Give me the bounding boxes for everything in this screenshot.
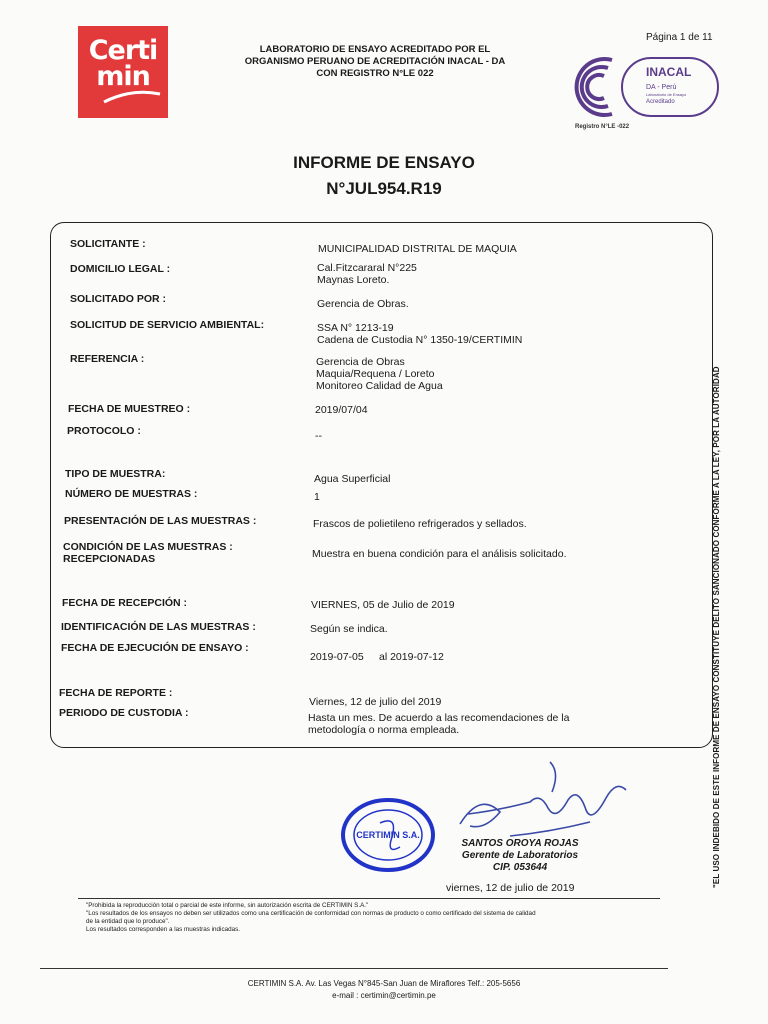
- label-fecha-recepcion: FECHA DE RECEPCIÓN :: [62, 597, 188, 609]
- note-line: "Prohibida la reproducción total o parcial de este informe, sin autorización escrita de CERTIMIN S.A.": [86, 902, 369, 909]
- label-fecha-muestreo: FECHA DE MUESTREO :: [68, 403, 191, 415]
- label-condicion: [63, 541, 233, 565]
- value-condicion: Muestra en buena condición para el análisis solicitado.: [312, 548, 567, 560]
- notes-top-divider: [78, 898, 660, 899]
- value-periodo-custodia-line-1: Hasta un mes. De acuerdo a las recomendaciones de la: [308, 712, 570, 724]
- certimin-logo: [78, 26, 168, 118]
- note-line: "Los resultados de los ensayos no deben ser utilizados como una certificación de conformidad con normas de producto o como certificado del sistema de calidad: [86, 910, 536, 917]
- value-fecha-recepcion: VIERNES, 05 de Julio de 2019: [311, 599, 455, 611]
- value-periodo-custodia-line-2: metodología o norma empleada.: [308, 724, 460, 736]
- value-presentacion: Frascos de polietileno refrigerados y sellados.: [313, 518, 527, 530]
- label-identificacion: IDENTIFICACIÓN DE LAS MUESTRAS :: [61, 621, 256, 633]
- footer: [0, 978, 768, 1002]
- label-solicitado-por: SOLICITADO POR :: [70, 293, 167, 305]
- value-solicitado-por: Gerencia de Obras.: [317, 298, 409, 310]
- value-domicilio: [317, 262, 417, 286]
- note-line: de la entidad que lo produce".: [86, 918, 170, 925]
- label-fecha-reporte: FECHA DE REPORTE :: [59, 687, 173, 699]
- value-fecha-reporte: Viernes, 12 de julio del 2019: [309, 696, 442, 708]
- signer-name: SANTOS OROYA ROJAS: [461, 838, 579, 849]
- footer-divider: [40, 968, 668, 969]
- footer-address: CERTIMIN S.A. Av. Las Vegas N°845-San Juan de Miraflores Telf.: 205-5656: [247, 979, 521, 988]
- inacal-tiny: Laboratorio de Ensayo: [646, 92, 687, 97]
- label-protocolo: PROTOCOLO :: [67, 425, 141, 437]
- inacal-sub: DA - Perú: [646, 84, 677, 91]
- stamp-text: CERTIMIN S.A.: [356, 830, 420, 840]
- label-tipo-muestra: TIPO DE MUESTRA:: [65, 468, 166, 480]
- label-fecha-ejecucion: FECHA DE EJECUCIÓN DE ENSAYO :: [61, 642, 249, 654]
- value-referencia-line-2: Maquia/Requena / Loreto: [316, 368, 435, 380]
- inacal-logo: [550, 52, 725, 122]
- value-fecha-muestreo: 2019/07/04: [315, 404, 368, 416]
- label-solicitud: SOLICITUD DE SERVICIO AMBIENTAL:: [70, 319, 265, 331]
- value-solicitud-line-2: Cadena de Custodia N° 1350-19/CERTIMIN: [317, 334, 523, 346]
- inacal-registro: Registro N°LE -022: [575, 124, 630, 130]
- footer-email: e-mail : certimin@certimin.pe: [332, 991, 436, 1000]
- lab-accreditation-header: [210, 44, 540, 80]
- logo-swoosh-icon: [102, 90, 162, 104]
- report-title-line-1: INFORME DE ENSAYO: [293, 153, 475, 172]
- value-numero-muestras: 1: [314, 491, 320, 503]
- value-fecha-ejecucion-to: al 2019-07-12: [379, 651, 444, 663]
- logo-line-1: Certi: [88, 35, 158, 66]
- value-domicilio-line-2: Maynas Loreto.: [317, 274, 390, 286]
- lab-line: CON REGISTRO N°LE 022: [316, 68, 434, 79]
- label-solicitante: SOLICITANTE :: [70, 238, 146, 250]
- value-tipo-muestra: Agua Superficial: [314, 473, 391, 485]
- value-periodo-custodia: [308, 712, 569, 736]
- lab-line: ORGANISMO PERUANO DE ACREDITACIÓN INACAL - DA: [244, 56, 506, 67]
- value-solicitud-line-1: SSA N° 1213-19: [317, 322, 394, 334]
- label-condicion-line-2: RECEPCIONADAS: [63, 553, 156, 565]
- report-title: [0, 150, 768, 202]
- inacal-name: INACAL: [646, 65, 692, 79]
- signer-role: Gerente de Laboratorios: [461, 850, 579, 861]
- value-fecha-ejecucion-from: 2019-07-05: [310, 651, 364, 663]
- value-solicitud: [317, 322, 522, 346]
- label-domicilio: DOMICILIO LEGAL :: [70, 263, 171, 275]
- label-periodo-custodia: PERIODO DE CUSTODIA :: [59, 707, 189, 719]
- value-protocolo: --: [315, 430, 322, 442]
- inacal-acred: Acreditado: [646, 99, 675, 105]
- legal-notes: [86, 902, 656, 934]
- value-domicilio-line-1: Cal.Fitzcararal N°225: [317, 262, 417, 274]
- value-referencia: [316, 356, 443, 392]
- value-identificacion: Según se indica.: [310, 623, 388, 635]
- value-referencia-line-3: Monitoreo Calidad de Agua: [316, 380, 443, 392]
- label-numero-muestras: NÚMERO DE MUESTRAS :: [65, 488, 198, 500]
- label-referencia: REFERENCIA :: [70, 353, 145, 365]
- value-referencia-line-1: Gerencia de Obras: [316, 356, 405, 368]
- report-number: N°JUL954.R19: [326, 179, 442, 198]
- lab-line: LABORATORIO DE ENSAYO ACREDITADO POR EL: [259, 44, 491, 55]
- signer-block: [450, 838, 590, 874]
- page-number: Página 1 de 11: [646, 32, 713, 43]
- logo-line-2: min: [96, 61, 150, 92]
- label-presentacion: PRESENTACIÓN DE LAS MUESTRAS :: [64, 515, 257, 527]
- legal-side-note: "EL USO INDEBIDO DE ESTE INFORME DE ENSAYO CONSTITUYE DELITO SANCIONADO CONFORME A LA LEY, POR LA AUTORIDAD: [712, 366, 721, 888]
- handwritten-signature: [440, 752, 630, 852]
- signature-date: viernes, 12 de julio de 2019: [446, 882, 575, 894]
- company-stamp: [340, 797, 436, 873]
- label-condicion-line-1: CONDICIÓN DE LAS MUESTRAS :: [63, 541, 233, 553]
- note-line: Los resultados corresponden a las muestras indicadas.: [86, 926, 241, 933]
- signer-cip: CIP. 053644: [492, 862, 548, 873]
- value-solicitante: MUNICIPALIDAD DISTRITAL DE MAQUIA: [318, 243, 517, 255]
